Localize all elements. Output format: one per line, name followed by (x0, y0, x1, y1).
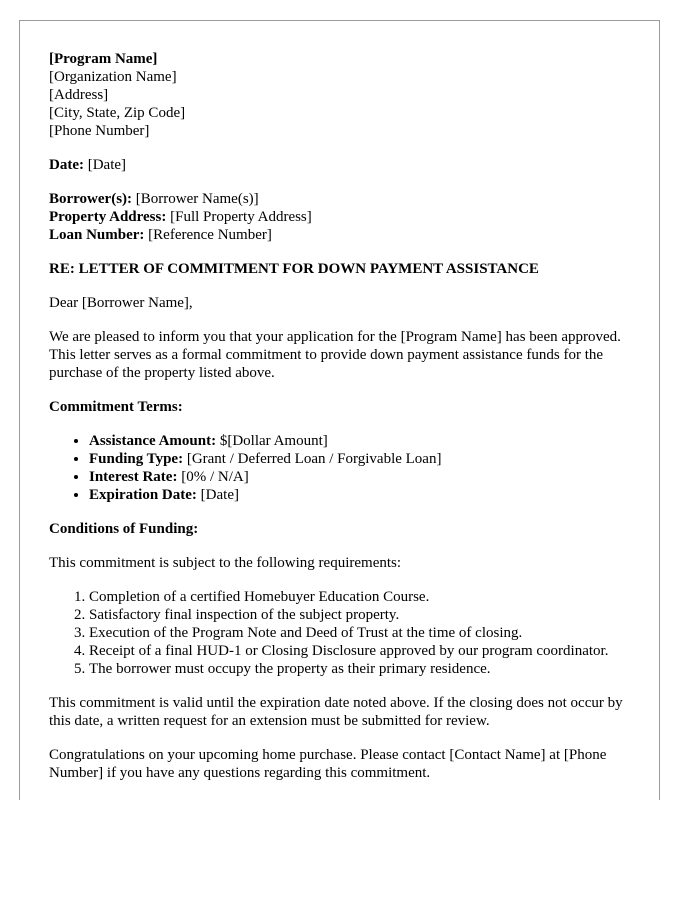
term-value: [Date] (196, 487, 239, 503)
term-item-funding-type (89, 450, 633, 468)
term-label: Expiration Date: (89, 487, 197, 503)
detail-value: [Full Property Address] (166, 209, 312, 225)
term-label: Assistance Amount: (89, 433, 217, 449)
date-value: [Date] (83, 157, 127, 173)
terms-list (49, 432, 633, 504)
subject-text: RE: LETTER OF COMMITMENT FOR DOWN PAYMENT ASSISTANCE (49, 261, 539, 277)
detail-loan-number (49, 226, 633, 244)
closing-paragraph: Congratulations on your upcoming home purchase. Please contact [Contact Name] at [Phone Number] if you have any questions regarding this commitment. (49, 747, 607, 781)
term-label: Funding Type: (89, 451, 184, 467)
term-item-interest-rate (89, 468, 633, 486)
organization-name: [Organization Name] (49, 69, 177, 85)
conditions-heading-text: Conditions of Funding: (49, 521, 199, 537)
letter-page (19, 20, 660, 800)
condition-item: 2. Satisfactory final inspection of the subject property. (89, 606, 633, 624)
detail-value: [Reference Number] (144, 227, 272, 243)
date-label: Date: (49, 157, 84, 173)
terms-heading-text: Commitment Terms: (49, 399, 183, 415)
term-value: $[Dollar Amount] (216, 433, 328, 449)
detail-label: Loan Number: (49, 227, 145, 243)
detail-property-address (49, 208, 633, 226)
salutation: Dear [Borrower Name], (49, 295, 193, 311)
term-item-assistance-amount (89, 432, 633, 450)
condition-item: 4. Receipt of a final HUD-1 or Closing Disclosure approved by our program coordinator. (89, 642, 633, 660)
terms-heading (49, 398, 633, 416)
term-value: [0% / N/A] (177, 469, 249, 485)
condition-item: 1. Completion of a certified Homebuyer Education Course. (89, 588, 633, 606)
term-value: [Grant / Deferred Loan / Forgivable Loan] (183, 451, 442, 467)
sender-phone: [Phone Number] (49, 123, 150, 139)
term-item-expiration-date (89, 486, 633, 504)
loan-details (49, 190, 633, 244)
conditions-list (49, 588, 633, 678)
term-label: Interest Rate: (89, 469, 178, 485)
condition-item: 5. The borrower must occupy the property as their primary residence. (89, 660, 633, 678)
letter-content (49, 50, 633, 798)
sender-address: [Address] (49, 87, 109, 103)
conditions-heading (49, 520, 633, 538)
condition-item: 3. Execution of the Program Note and Deed of Trust at the time of closing. (89, 624, 633, 642)
conditions-intro: This commitment is subject to the following requirements: (49, 555, 402, 571)
intro-paragraph: We are pleased to inform you that your application for the [Program Name] has been approved. This letter serves as a formal commitment to provide down payment assistance funds for the purchase of the property listed above. (49, 329, 621, 381)
detail-borrower (49, 190, 633, 208)
detail-value: [Borrower Name(s)] (132, 191, 259, 207)
detail-label: Property Address: (49, 209, 167, 225)
sender-city-state-zip: [City, State, Zip Code] (49, 105, 186, 121)
sender-block (49, 50, 633, 140)
detail-label: Borrower(s): (49, 191, 133, 207)
subject-line (49, 260, 633, 278)
program-name: [Program Name] (49, 51, 158, 67)
validity-paragraph: This commitment is valid until the expiration date noted above. If the closing does not occur by this date, a written request for an extension must be submitted for review. (49, 695, 623, 729)
date-line (49, 156, 633, 174)
